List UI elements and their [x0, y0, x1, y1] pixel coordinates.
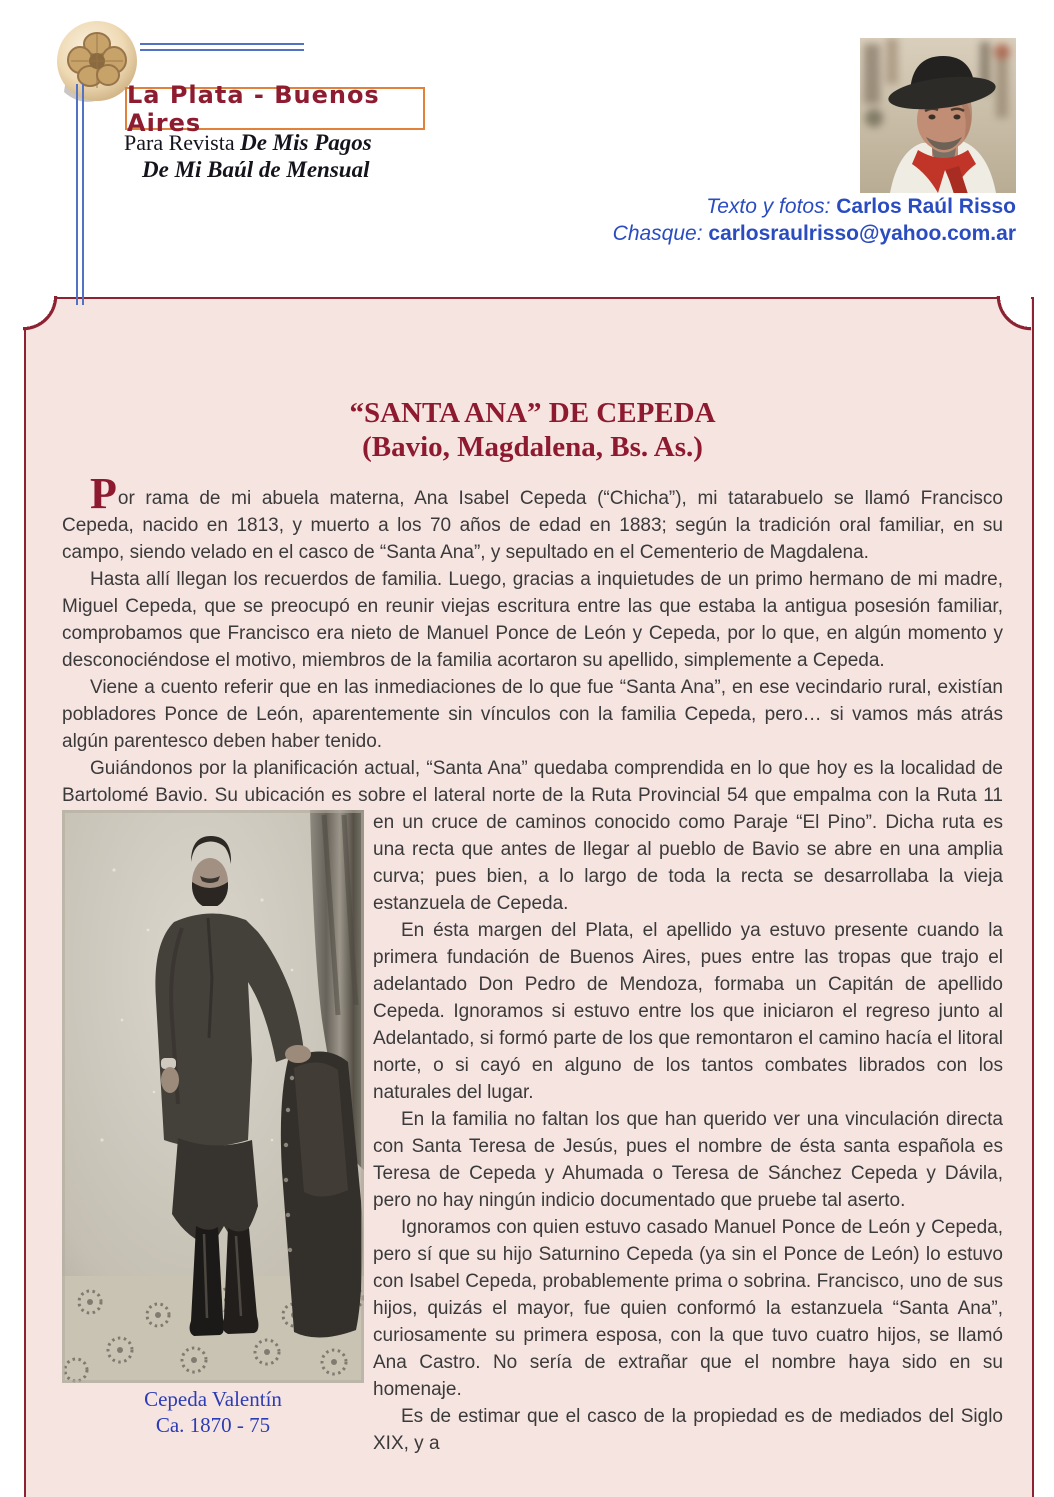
- region-label-box: [125, 80, 425, 137]
- double-rule-vertical: [76, 84, 84, 305]
- paragraph-5: En ésta margen del Plata, el apellido ya estuvo presente cuando la primera fundación de Buenos Aires, pues entre las tropas que trajo el adelantado Don Pedro de Mendoza, formaba un Capitán de apellido Cepeda. Ignoramos si estuvo entre los que iniciaron el regreso junto al Adelantado, si formó parte de los que remontaron el camino hacía el litoral norte, o si cayó en alguno de los tantos combates librados con los naturales del lugar.: [373, 920, 1003, 1103]
- paragraph-1: Por rama de mi abuela materna, Ana Isabel Cepeda (“Chicha”), mi tatarabuelo se llamó Francisco Cepeda, nacido en 1813, y muerto a los 70 años de edad en 1883; según la tradición oral familiar, en su campo, siendo velado en el casco de “Santa Ana”, y sepultado en el Cementerio de Magdalena.: [62, 469, 1003, 563]
- photo-caption-date: Ca. 1870 - 75: [155, 1413, 271, 1437]
- paragraph-6: En la familia no faltan los que han querido ver una vinculación directa con Santa Teresa de Jesús, pues el nombre de ésta santa española es Teresa de Cepeda y Ahumada o Teresa de Sánchez Cepeda y Dávila, pero no hay ningún indicio documentado que pruebe tal aserto.: [373, 1109, 1003, 1211]
- contact-line: Chasque: carlosraulrisso@yahoo.com.ar: [612, 222, 1016, 245]
- paragraph-4-continued: en un cruce de caminos conocido como Paraje “El Pino”. Dicha ruta es una recta que antes de llegar al pueblo de Bavio se abre en una amplia curva; pues bien, a lo largo de toda la recta se desarrollaba la vieja estanzuela de Cepeda.: [373, 812, 1003, 914]
- article-box-corner-notch-left: [23, 296, 60, 333]
- magazine-line1: Para Revista De Mis Pagos: [124, 130, 372, 155]
- author-email[interactable]: carlosraulrisso@yahoo.com.ar: [708, 222, 1016, 245]
- article-content: [24, 297, 1034, 1457]
- cepeda-photo-figure: [62, 810, 364, 1438]
- photo-caption-name: Cepeda Valentín: [144, 1387, 282, 1411]
- paragraph-8: Es de estimar que el casco de la propiedad es de mediados del Siglo XIX, y a: [373, 1406, 1003, 1454]
- magazine-name: De Mis Pagos: [240, 130, 372, 155]
- author-name: Carlos Raúl Risso: [836, 195, 1016, 218]
- article-title: “SANTA ANA” DE CEPEDA (Bavio, Magdalena, Bs. As.): [349, 397, 716, 463]
- double-rule-horizontal: [140, 43, 304, 51]
- drop-cap: P: [90, 469, 118, 518]
- credit-line: Texto y fotos: Carlos Raúl Risso: [706, 195, 1016, 218]
- paragraph-7: Ignoramos con quien estuvo casado Manuel Ponce de León y Cepeda, pero sí que su hijo Saturnino Cepeda (ya sin el Ponce de León) lo estuvo con Isabel Cepeda, probablemente prima o sobrina. Francisco, uno de sus hijos, quizás el mayor, fue quien conformó la estanzuela “Santa Ana”, curiosamente su primera esposa, con la que tuvo cuatro hijos, se llamó Ana Castro. No sería de extrañar que el nombre haya sido en su homenaje.: [373, 1217, 1003, 1400]
- photo-caption: [62, 1386, 364, 1438]
- cepeda-photo-image: [62, 810, 364, 1383]
- magazine-lines: [124, 129, 372, 183]
- article-box-corner-notch-right: [994, 296, 1031, 333]
- article-body: [62, 469, 1003, 1457]
- paragraph-2: Hasta allí llegan los recuerdos de familia. Luego, gracias a inquietudes de un primo hermano de mi madre, Miguel Cepeda, que se preocupó en reunir viejas escritura entre las que estaba la antigua posesión familiar, comprobamos que Francisco era nieto de Manuel Ponce de León y Cepeda, por lo que, en algún momento y desconociéndose el motivo, miembros de la familia acortaron su apellido, simplemente a Cepeda.: [62, 569, 1003, 671]
- region-label: La Plata - Buenos Aires: [127, 80, 380, 137]
- credit-lines: [613, 193, 1016, 247]
- paragraph-3: Viene a cuento referir que en las inmediaciones de lo que fue “Santa Ana”, en ese vecindario rural, existían pobladores Ponce de León, aparentemente sin vínculos con la familia Cepeda, pero… si vamos más atrás algún parentesco deben haber tenido.: [62, 677, 1003, 752]
- author-portrait-image: [860, 38, 1016, 193]
- paragraph-4-intro: Guiándonos por la planificación actual, “Santa Ana” quedaba comprendida en lo que hoy es la localidad de Bartolomé Bavio. Su ubicación es sobre el lateral norte de la Ruta Provincial 54 que empalma con la Ruta 11: [62, 758, 1003, 806]
- magazine-line2: De Mi Baúl de Mensual: [142, 157, 370, 182]
